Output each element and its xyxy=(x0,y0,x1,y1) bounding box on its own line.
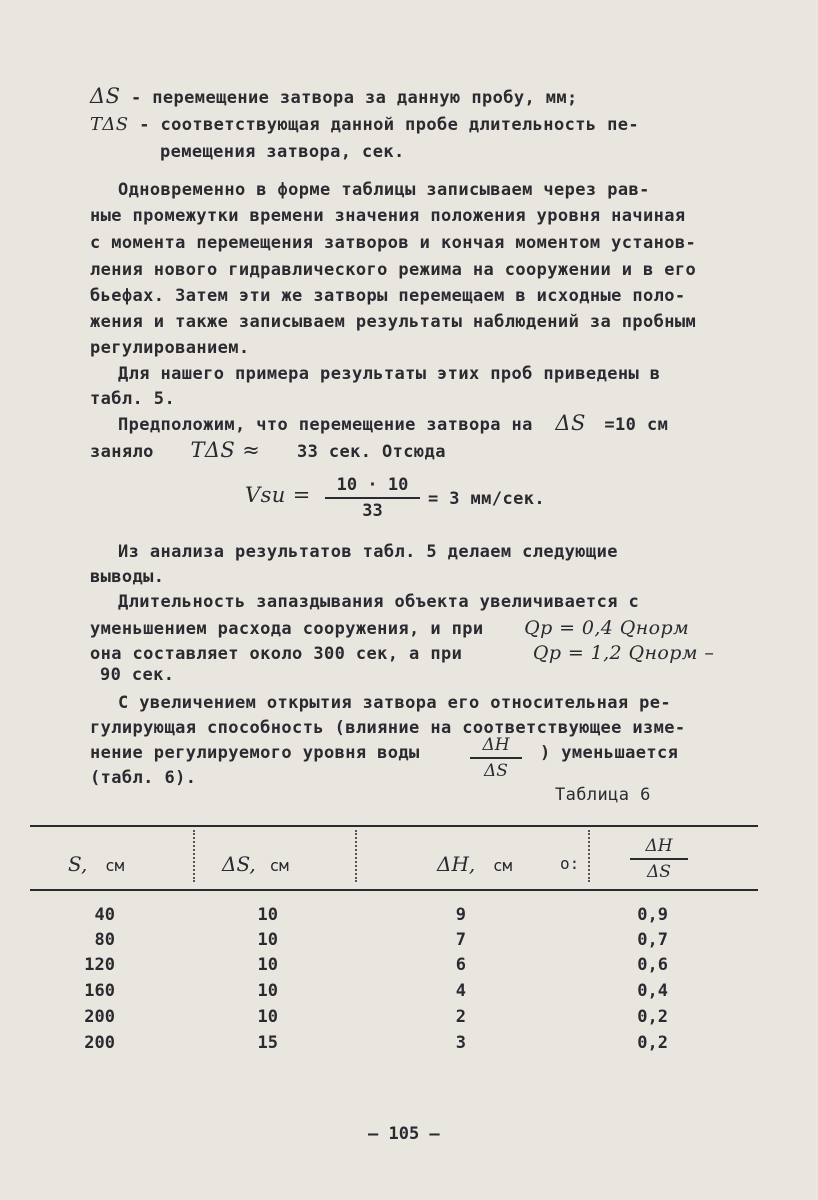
paragraph-line: гулирующая способность (влияние на соответствующее изме- xyxy=(90,718,686,738)
formula-fraction xyxy=(325,475,420,521)
paragraph-line: нение регулируемого уровня воды xyxy=(90,743,420,763)
text-fragment: уменьшением расхода сооружения, и при xyxy=(90,619,484,639)
paragraph-line: (табл. 6). xyxy=(90,768,197,788)
paragraph-line: С увеличением открытия затвора его относительная ре- xyxy=(118,693,672,713)
cell-delta-h: 3 xyxy=(455,1033,466,1053)
formula-rhs: = 3 мм/сек. xyxy=(428,489,545,509)
cell-delta-s: 10 xyxy=(257,1007,278,1027)
fraction-numerator: ΔH xyxy=(470,735,522,759)
formula-lhs: Vsu = xyxy=(245,483,311,507)
cell-ratio: 0,2 xyxy=(637,1007,668,1027)
cell-delta-h: 7 xyxy=(455,930,466,950)
paragraph-line: 90 сек. xyxy=(100,665,175,685)
symbol-qp: Qp = 0,4 Qнорм xyxy=(524,617,690,639)
ratio-numerator: ΔH xyxy=(630,836,688,860)
column-divider xyxy=(193,830,195,882)
formula-numerator: 10 · 10 xyxy=(325,475,420,499)
paragraph-line: ные промежутки времени значения положения уровня начиная xyxy=(90,206,686,226)
cell-ratio: 0,2 xyxy=(637,1033,668,1053)
cell-s: 40 xyxy=(94,905,115,925)
symbol-t-delta-s: TΔS xyxy=(90,114,129,135)
cell-delta-s: 10 xyxy=(257,955,278,975)
cell-delta-h: 9 xyxy=(455,905,466,925)
symbol-delta-s: ΔS xyxy=(555,411,586,435)
paragraph-line xyxy=(118,412,668,436)
paragraph-line: бьефах. Затем эти же затворы перемещаем в исходные поло- xyxy=(90,286,686,306)
header-s: S, см xyxy=(68,852,125,876)
cell-delta-s: 10 xyxy=(257,930,278,950)
cell-delta-s: 10 xyxy=(257,905,278,925)
cell-s: 200 xyxy=(84,1033,115,1053)
cell-ratio: 0,4 xyxy=(637,981,668,1001)
paragraph-line: табл. 5. xyxy=(90,389,176,409)
table-header-rule xyxy=(30,889,758,891)
header-delta-h: ΔH, см xyxy=(437,852,513,876)
symbol-delta-s: ΔS xyxy=(90,84,121,108)
cell-s: 160 xyxy=(84,981,115,1001)
definition-continuation: ремещения затвора, сек. xyxy=(160,142,405,162)
cell-s: 200 xyxy=(84,1007,115,1027)
paragraph-line: жения и также записываем результаты наблюдений за пробным xyxy=(90,312,697,332)
ratio-denominator: ΔS xyxy=(647,862,671,882)
column-divider xyxy=(588,830,590,882)
paragraph-line xyxy=(90,642,714,665)
cell-ratio: 0,7 xyxy=(637,930,668,950)
symbol-qp: Qp = 1,2 Qнорм – xyxy=(532,642,715,664)
fraction-denominator: ΔS xyxy=(484,761,508,781)
table-top-rule xyxy=(30,825,758,827)
definition-text: - соответствующая данной пробе длительность пе- xyxy=(139,115,640,135)
cell-delta-s: 10 xyxy=(257,981,278,1001)
table-caption: Таблица 6 xyxy=(555,785,651,805)
text-fragment: она составляет около 300 сек, а при xyxy=(90,644,463,664)
definition-delta-s xyxy=(90,85,578,109)
text-fragment: заняло xyxy=(90,442,154,462)
paragraph-line: Длительность запаздывания объекта увеличивается с xyxy=(118,592,640,612)
cell-delta-h: 4 xyxy=(455,981,466,1001)
paragraph-line: регулированием. xyxy=(90,338,250,358)
inline-fraction xyxy=(470,735,522,781)
paragraph-line: выводы. xyxy=(90,567,165,587)
definition-t-delta-s xyxy=(90,114,639,136)
cell-s: 120 xyxy=(84,955,115,975)
header-delta-s: ΔS, см xyxy=(222,852,289,876)
symbol-t-delta-s-approx: TΔS ≈ xyxy=(190,438,261,462)
cell-s: 80 xyxy=(94,930,115,950)
paragraph-line xyxy=(90,617,689,640)
definition-text: - перемещение затвора за данную пробу, мм; xyxy=(131,88,578,108)
paragraph-line: ) уменьшается xyxy=(540,743,679,763)
cell-ratio: 0,6 xyxy=(637,955,668,975)
cell-delta-h: 6 xyxy=(455,955,466,975)
text-fragment: 33 сек. Отсюда xyxy=(296,442,446,462)
column-divider xyxy=(355,830,357,882)
paragraph-line xyxy=(90,439,446,463)
header-ratio-prefix: o: xyxy=(560,854,580,873)
header-ratio xyxy=(630,836,688,882)
paragraph-line: Для нашего примера результаты этих проб приведены в xyxy=(118,364,661,384)
cell-ratio: 0,9 xyxy=(637,905,668,925)
text-fragment: Предположим, что перемещение затвора на xyxy=(118,415,533,435)
page-number: – 105 – xyxy=(368,1124,440,1144)
paragraph-line: Из анализа результатов табл. 5 делаем следующие xyxy=(118,542,618,562)
cell-delta-s: 15 xyxy=(257,1033,278,1053)
paragraph-line: Одновременно в форме таблицы записываем через рав- xyxy=(118,180,650,200)
cell-delta-h: 2 xyxy=(455,1007,466,1027)
paragraph-line: с момента перемещения затворов и кончая моментом установ- xyxy=(90,233,697,253)
text-fragment: =10 см xyxy=(604,415,669,435)
paragraph-line: ления нового гидравлического режима на сооружении и в его xyxy=(90,260,697,280)
formula-denominator: 33 xyxy=(362,501,383,521)
